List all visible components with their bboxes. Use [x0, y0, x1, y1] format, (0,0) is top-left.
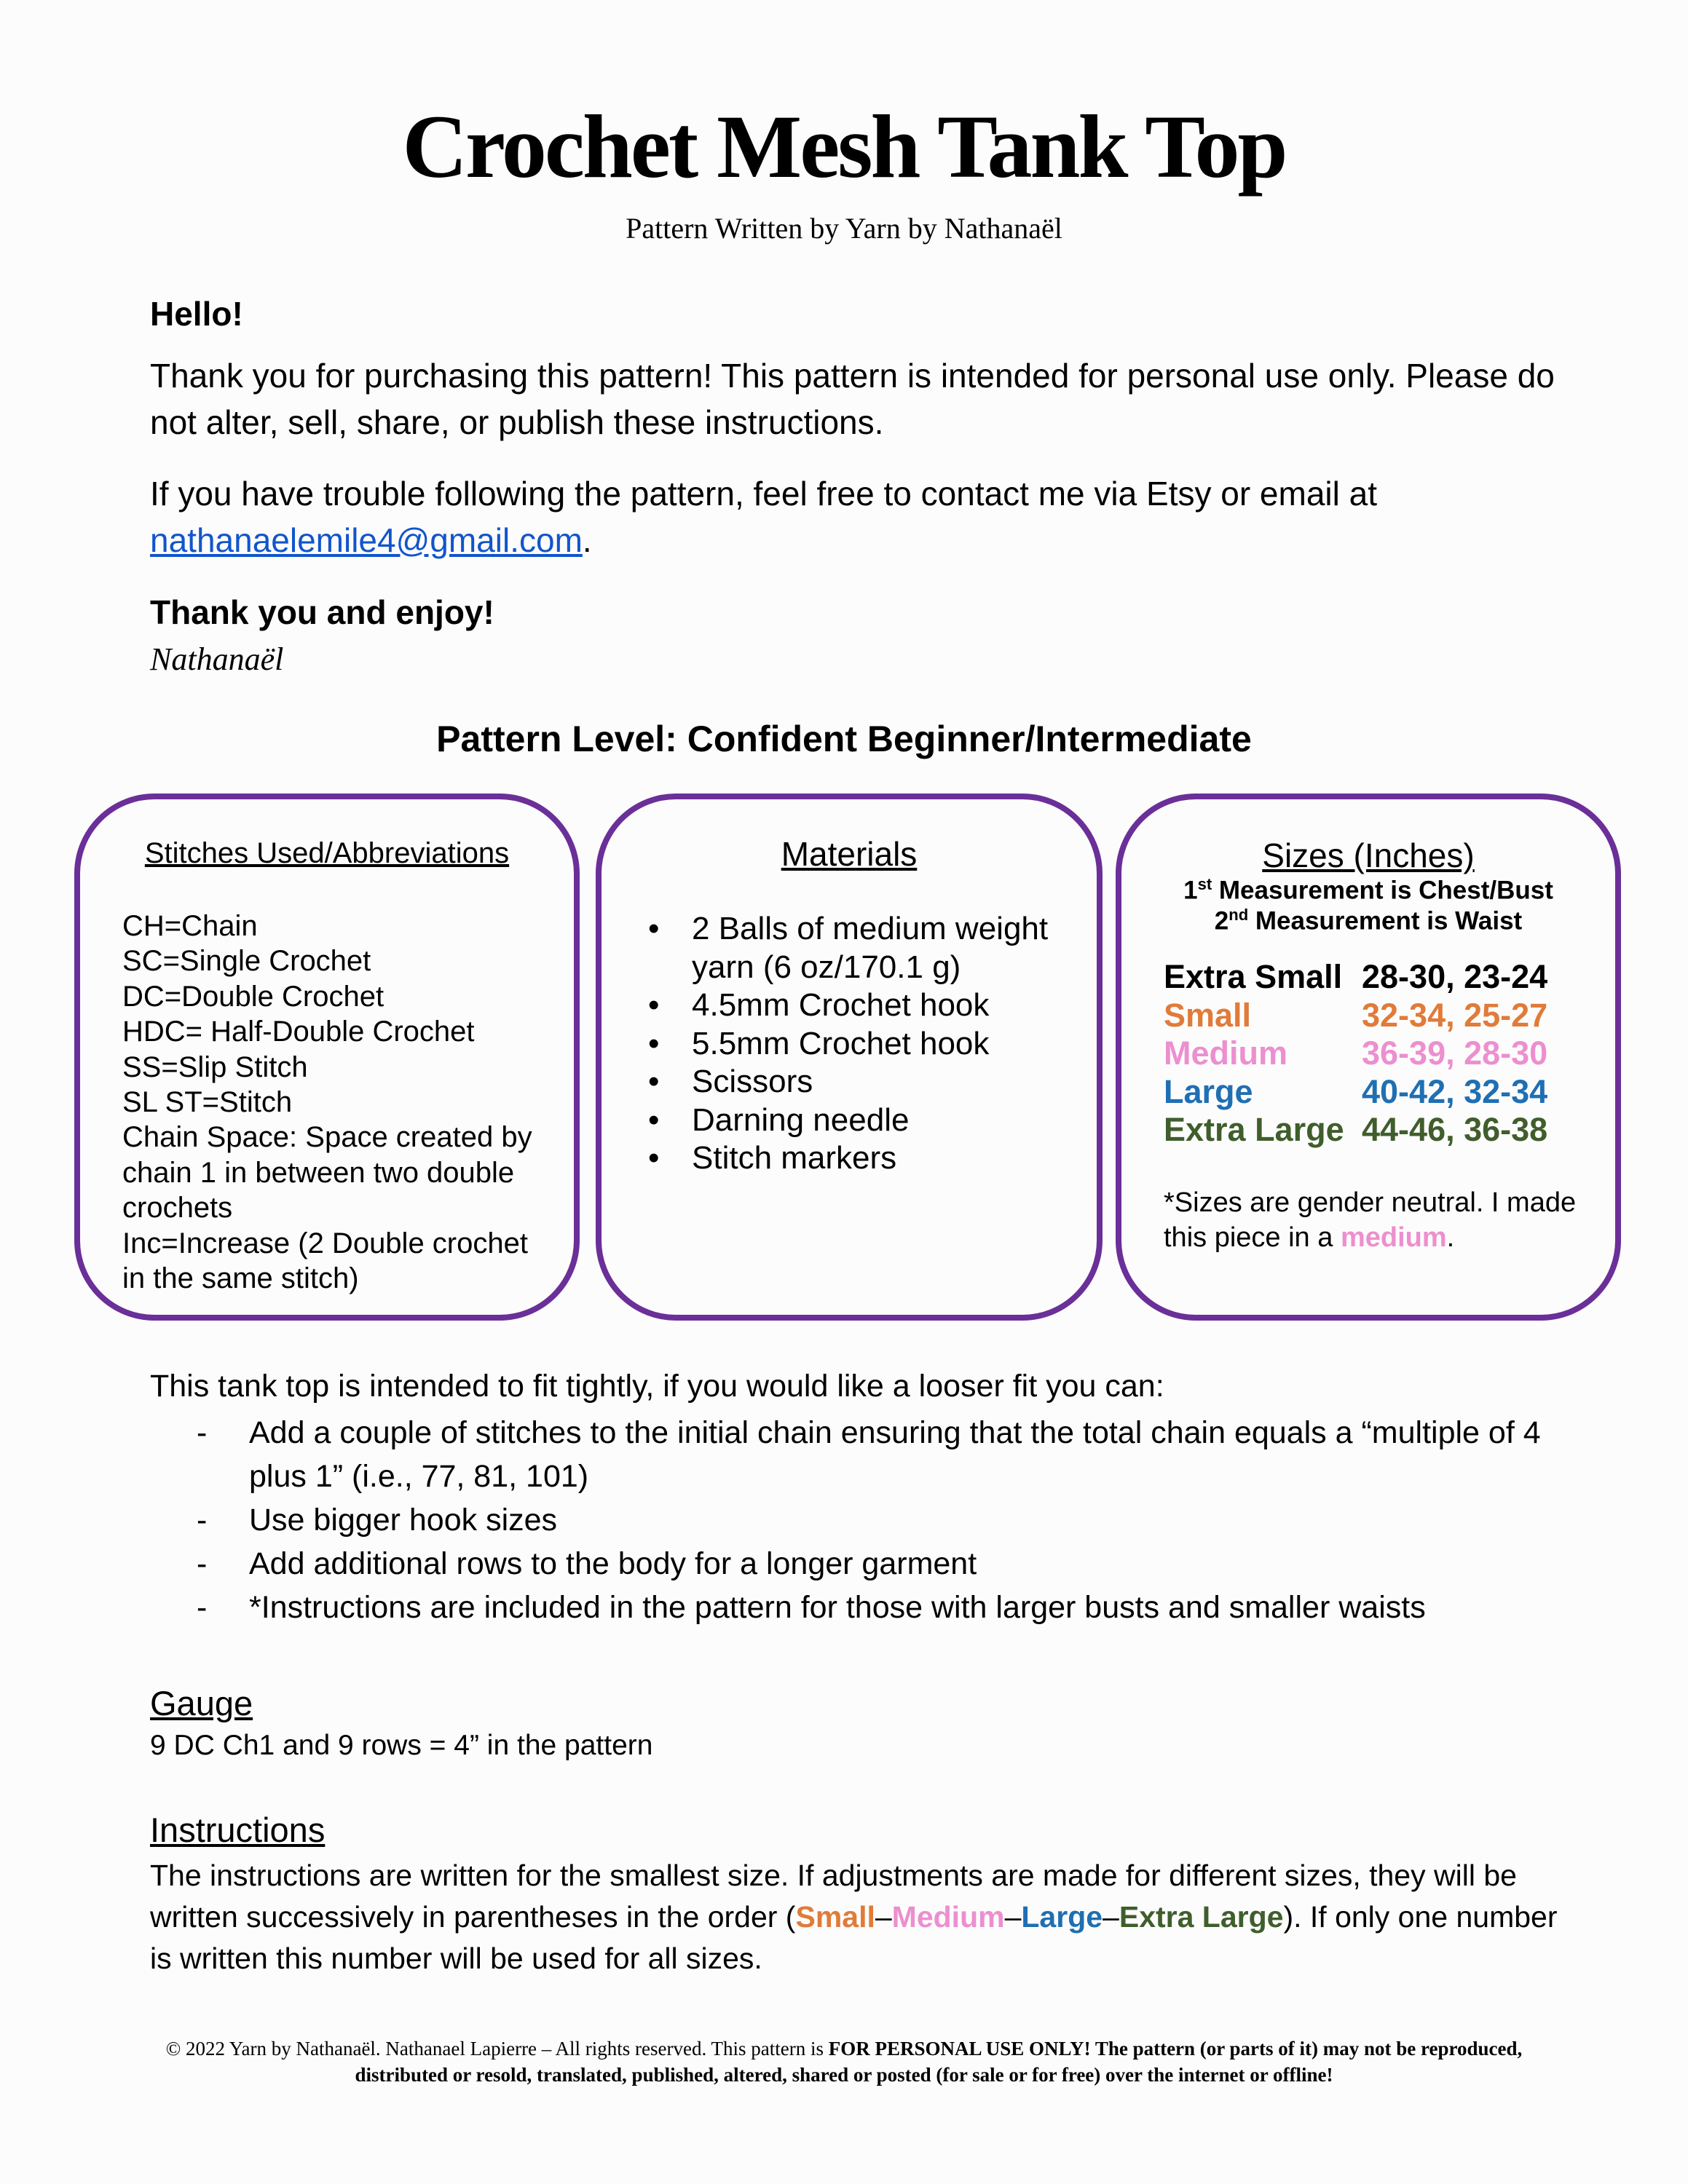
measurement-text: Measurement is Chest/Bust — [1212, 876, 1553, 905]
list-item — [638, 1063, 1089, 1101]
second-measurement — [1121, 906, 1615, 936]
material-text: 2 Balls of medium weight yarn (6 oz/170.1 g) — [692, 911, 1049, 985]
gauge-heading: Gauge — [150, 1684, 253, 1722]
size-name: Small — [1164, 996, 1252, 1034]
size-small-label: Small — [795, 1900, 875, 1934]
intro-paragraph: Thank you for purchasing this pattern! This pattern is intended for personal use only. Please do not alter, sell, share, or publish these instructions. — [150, 357, 1555, 441]
size-value: 28-30, 23-24 — [1362, 958, 1548, 995]
list-item: HDC= Half-Double Crochet — [122, 1016, 475, 1048]
bullet-icon: • — [648, 1101, 660, 1138]
bullet-icon: • — [648, 987, 660, 1023]
material-text: 4.5mm Crochet hook — [692, 987, 990, 1023]
note-highlight: medium — [1340, 1222, 1447, 1253]
size-row — [1164, 1111, 1547, 1150]
materials-box — [596, 794, 1103, 1321]
size-name: Medium — [1164, 1034, 1288, 1072]
fit-text: Add additional rows to the body for a longer garment — [249, 1546, 977, 1581]
instructions-text — [150, 1855, 1570, 1979]
thanks-text: Thank you and enjoy! — [150, 593, 494, 631]
list-item — [638, 1101, 1089, 1140]
size-name: Large — [1164, 1072, 1253, 1110]
list-item: SS=Slip Stitch — [122, 1051, 308, 1083]
list-item — [197, 1498, 1580, 1542]
list-item — [197, 1542, 1580, 1586]
list-item — [638, 1139, 1089, 1178]
sizes-box — [1116, 794, 1621, 1321]
list-item — [197, 1411, 1580, 1498]
list-item — [638, 1025, 1089, 1064]
size-extra-large-label: Extra Large — [1119, 1900, 1284, 1934]
bullet-icon: • — [648, 911, 660, 946]
contact-text: If you have trouble following the pattern, feel free to contact me via Etsy or email at — [150, 475, 1377, 513]
size-medium-label: Medium — [891, 1900, 1005, 1934]
material-text: 5.5mm Crochet hook — [692, 1025, 990, 1061]
material-text: Stitch markers — [692, 1140, 897, 1176]
bullet-icon: • — [648, 1064, 660, 1099]
bullet-icon: • — [648, 1140, 660, 1176]
size-name: Extra Large — [1164, 1111, 1344, 1148]
bullet-icon: • — [648, 1025, 660, 1061]
list-item — [638, 986, 1089, 1025]
measurement-text: Measurement is Waist — [1248, 906, 1523, 935]
ordinal-number: 1 — [1183, 876, 1198, 905]
contact-paragraph — [150, 470, 1570, 563]
list-item: Chain Space: Space created by chain 1 in between two double crochets — [122, 1121, 532, 1224]
note-end: . — [1446, 1222, 1455, 1253]
size-large-label: Large — [1021, 1900, 1103, 1934]
list-item — [638, 910, 1089, 986]
fit-text: *Instructions are included in the pattern for those with larger busts and smaller waists — [249, 1590, 1426, 1625]
list-item: CH=Chain — [122, 910, 258, 942]
separator: – — [875, 1900, 892, 1934]
size-value: 44-46, 36-38 — [1362, 1111, 1548, 1148]
page-subtitle: Pattern Written by Yarn by Nathanaël — [626, 212, 1062, 245]
fit-intro: This tank top is intended to fit tightly, if you would like a looser fit you can: — [150, 1369, 1164, 1404]
size-row — [1164, 997, 1547, 1035]
contact-period: . — [582, 521, 592, 559]
gauge-text: 9 DC Ch1 and 9 rows = 4” in the pattern — [150, 1730, 653, 1761]
sizes-heading: Sizes (Inches) — [1262, 836, 1475, 874]
fit-text: Add a couple of stitches to the initial chain ensuring that the total chain equals a “multiple of 4 plus 1” (i.e., 77, 81, 101) — [249, 1415, 1541, 1494]
separator: – — [1004, 1900, 1022, 1934]
dash-icon: - — [197, 1590, 208, 1625]
size-value: 40-42, 32-34 — [1362, 1072, 1548, 1110]
page-title: Crochet Mesh Tank Top — [402, 97, 1286, 197]
instructions-end: ). If only one number is written this number will be used for all sizes. — [150, 1900, 1558, 1975]
list-item: DC=Double Crochet — [122, 980, 384, 1013]
pattern-level: Pattern Level: Confident Beginner/Intermediate — [436, 719, 1252, 759]
instructions-heading: Instructions — [150, 1811, 326, 1849]
list-item: SL ST=Stitch — [122, 1086, 293, 1119]
list-item — [197, 1586, 1580, 1629]
footer-bold: FOR PERSONAL USE ONLY! The pattern (or parts of it) may not be reproduced, distributed or resold, translated, published, altered, shared or posted (for sale or for free) over the internet or offline! — [355, 2038, 1523, 2086]
list-item: SC=Single Crochet — [122, 945, 371, 978]
first-measurement — [1121, 875, 1615, 906]
copyright-footer — [131, 2035, 1557, 2088]
separator: – — [1103, 1900, 1119, 1934]
ordinal-suffix: st — [1197, 875, 1212, 893]
dash-icon: - — [197, 1546, 208, 1581]
size-row — [1164, 1073, 1547, 1112]
stitches-heading: Stitches Used/Abbreviations — [144, 837, 510, 869]
materials-heading: Materials — [781, 835, 918, 873]
size-value: 36-39, 28-30 — [1362, 1034, 1548, 1072]
fit-text: Use bigger hook sizes — [249, 1503, 558, 1538]
instructions-intro: The instructions are written for the smallest size. If adjustments are made for different sizes, they will be written successively in parentheses in the order ( — [150, 1859, 1517, 1934]
fit-list — [197, 1411, 1580, 1629]
stitches-box — [74, 794, 580, 1321]
list-item: Inc=Increase (2 Double crochet in the same stitch) — [122, 1227, 528, 1295]
size-name: Extra Small — [1164, 958, 1343, 995]
sizes-note — [1164, 1185, 1593, 1255]
dash-icon: - — [197, 1415, 208, 1450]
size-value: 32-34, 25-27 — [1362, 996, 1548, 1034]
material-text: Darning needle — [692, 1101, 910, 1138]
size-row — [1164, 958, 1547, 997]
signature: Nathanaël — [150, 641, 284, 677]
ordinal-suffix: nd — [1228, 906, 1249, 924]
note-text: *Sizes are gender neutral. I made this piece in a — [1164, 1187, 1577, 1253]
materials-list — [638, 910, 1089, 1178]
dash-icon: - — [197, 1503, 208, 1538]
ordinal-number: 2 — [1214, 906, 1229, 935]
size-row — [1164, 1034, 1547, 1073]
footer-normal: © 2022 Yarn by Nathanaël. Nathanael Lapierre – All rights reserved. This pattern is — [165, 2038, 829, 2060]
email-link[interactable]: nathanaelemile4@gmail.com — [150, 521, 583, 559]
sizes-table — [1164, 958, 1547, 1150]
material-text: Scissors — [692, 1064, 813, 1099]
stitches-list — [122, 909, 552, 1296]
greeting: Hello! — [150, 295, 243, 333]
